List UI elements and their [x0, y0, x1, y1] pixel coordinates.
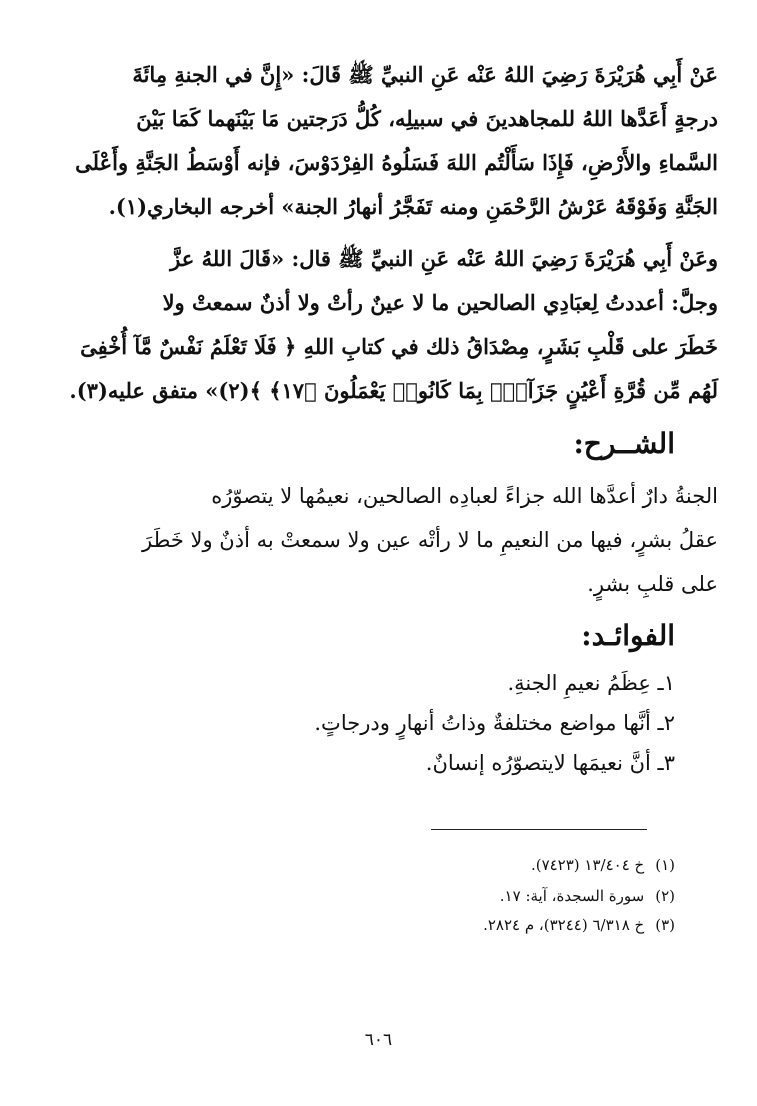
hadith-2-line-3: خَطَرَ على قَلْبِ بَشَرٍ، مِصْدَاقُ ذلك في كتابِ اللهِ ﴿ فَلَا تَعْلَمُ نَفْسٌ مَّآ أُخْفِىَ — [80, 334, 718, 359]
footnote-1-text: خ ١٣/٤٠٤ (٧٤٢٣). — [530, 856, 645, 874]
footnote-2-number: (٢) — [655, 887, 675, 905]
hadith-1-line-2: درجةٍ أَعَدَّها اللهُ للمجاهدينَ في سبيلِه، كُلُّ دَرَجتين مَا بَيْنَهما كَمَا بَيْنَ — [136, 106, 718, 131]
footnote-1 — [531, 853, 675, 877]
footnote-2-text: سورة السجدة، آية: ١٧. — [499, 887, 645, 905]
sharh-heading: الشــرح: — [573, 427, 675, 460]
sharh-line-2: عقلُ بشرٍ، فيها من النعيمِ ما لا رأتْه عين ولا سمعتْ به أذنٌ ولا خَطَرَ — [142, 528, 718, 552]
footnote-1-number: (١) — [655, 856, 675, 874]
hadith-2-line-4: لَهُم مِّن قُرَّةِ أَعْيُنٍ جَزَآءًۢ بِمَا كَانُوا۟ يَعْمَلُونَ ﴿١٧﴾ ﴾(٢)» متفق عليه(٣). — [69, 378, 718, 403]
footnote-separator — [431, 829, 647, 830]
sharh-line-1: الجنةُ دارٌ أعدَّها الله جزاءً لعبادِه الصالحين، نعيمُها لا يتصوّرُه — [211, 484, 718, 508]
fawaid-item-1: ١ـ عِظَمُ نعيمِ الجنةِ. — [507, 671, 675, 695]
hadith-1-line-1: عَنْ أَبِي هُرَيْرَةَ رَضِيَ اللهُ عَنْه عَنِ النبيِّ ﷺ قَالَ: «إِنَّ في الجنةِ مِائَةَ — [132, 62, 718, 87]
hadith-2-line-1: وعَنْ أَبِي هُرَيْرَةَ رَضِيَ اللهُ عَنْه عَنِ النبيِّ ﷺ قال: «قَالَ اللهُ عزَّ — [170, 246, 718, 271]
footnote-3-text: خ ٦/٣١٨ (٣٢٤٤)، م ٢٨٢٤. — [483, 916, 645, 934]
hadith-2-line-2: وجلَّ: أعددتُ لِعبَادِي الصالحين ما لا عينٌ رأتْ ولا أذنٌ سمعتْ ولا — [162, 290, 718, 315]
footnote-2 — [500, 884, 675, 908]
page-number: ٦٠٦ — [364, 1030, 393, 1050]
footnote-3-number: (٣) — [655, 916, 675, 934]
footnote-3 — [483, 913, 675, 937]
fawaid-item-2: ٢ـ أنَّها مواضع مختلفةٌ وذاتُ أنهارٍ ودرجاتٍ. — [314, 711, 675, 735]
sharh-line-3: على قلبِ بشرٍ. — [587, 572, 718, 596]
fawaid-item-3: ٣ـ أنَّ نعيمَها لايتصوّرُه إنسانٌ. — [425, 751, 675, 775]
hadith-1-line-4: الجَنَّةِ وَفَوْقَهُ عَرْشُ الرَّحْمَنِ ومنه تَفَجَّرُ أنهارُ الجنة» أخرجه البخاري(١). — [108, 194, 718, 219]
fawaid-heading: الفوائـد: — [581, 619, 675, 652]
hadith-1-line-3: السَّماءِ والأَرْضِ، فَإِذَا سَأَلْتُم اللهَ فَسَلُوهُ الفِرْدَوْسَ، فإنه أَوْسَطُ الجَنَّةِ وأَعْلَى — [75, 150, 718, 175]
